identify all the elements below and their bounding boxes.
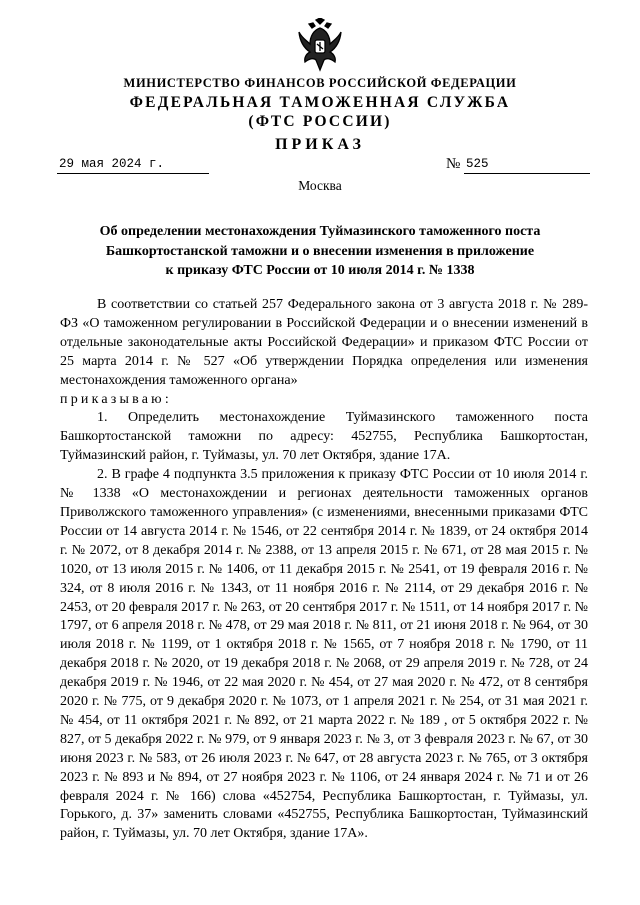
service-name-line1: ФЕДЕРАЛЬНАЯ ТАМОЖЕННАЯ СЛУЖБА xyxy=(129,94,511,111)
document-type: ПРИКАЗ xyxy=(275,136,365,153)
document-title xyxy=(90,222,550,281)
order-number: 525 xyxy=(464,157,590,174)
document-body xyxy=(60,296,588,844)
title-line1: Об определении местонахождения Туймазинского таможенного поста xyxy=(99,224,541,239)
ministry-name: МИНИСТЕРСТВО ФИНАНСОВ РОССИЙСКОЙ ФЕДЕРАЦИИ xyxy=(123,76,517,90)
title-line3: к приказу ФТС России от 10 июля 2014 г. № 1338 xyxy=(165,263,475,278)
service-name-line2: (ФТС РОССИИ) xyxy=(248,113,392,130)
item-1-paragraph: 1. Определить местонахождение Туймазинского таможенного поста Башкортостанской таможни по адресу: 452755, Республика Башкортостан, Туймазинский район, г. Туймазы, ул. 70 лет Октября, здание 17А. xyxy=(60,410,588,464)
title-line2: Башкортостанской таможни и о внесении изменения в приложение xyxy=(105,243,535,259)
order-number-label: № xyxy=(446,156,461,172)
service-name xyxy=(0,93,640,131)
coat-of-arms-icon xyxy=(296,18,344,72)
item-2-paragraph: 2. В графе 4 подпункта 3.5 приложения к приказу ФТС России от 10 июля 2014 г. № 1338 «О местонахождении и регионах деятельности таможенных органов Приволжского таможенного управления» (с изменениями, внесенными приказами ФТС России от 14 августа 2014 г. № 1546, от 22 сентября 2014 г. № 1839, от 24 октября 2014 г. № 2072, от 8 декабря 2014 г. № 2388, от 13 апреля 2015 г. № 671, от 28 мая 2015 г. № 1020, от 13 июля 2015 г. № 1406, от 11 декабря 2015 г. № 2541, от 19 февраля 2016 г. № 324, от 8 июля 2016 г. № 1343, от 11 ноября 2016 г. № 2114, от 29 декабря 2016 г. № 2453, от 20 февраля 2017 г. № 263, от 20 сентября 2017 г. № 1511, от 14 ноября 2017 г. № 1797, от 6 апреля 2018 г. № 478, от 29 мая 2018 г. № 811, от 21 июня 2018 г. № 964, от 30 июля 2018 г. № 1199, от 1 октября 2018 г. № 1565, от 7 ноября 2018 г. № 1790, от 11 декабря 2018 г. № 2020, от 19 декабря 2018 г. № 2068, от 29 апреля 2019 г. № 728, от 24 декабря 2019 г. № 1946, от 22 мая 2020 г. № 454, от 27 мая 2020 г. № 472, от 8 сентября 2020 г. № 775, от 9 декабря 2020 г. № 1073, от 1 апреля 2021 г. № 254, от 31 мая 2021 г. № 454, от 11 октября 2021 г. № 892, от 21 марта 2022 г. № 189 , от 5 октября 2022 г. № 827, от 5 декабря 2022 г. № 979, от 9 января 2023 г. № 3, от 3 февраля 2023 г. № 67, от 30 июня 2023 г. № 583, от 26 июля 2023 г. № 647, от 28 августа 2023 г. № 765, от 3 октября 2023 г. № 893 и № 894, от 27 ноября 2023 г. № 1106, от 24 января 2024 г. № 71 и от 26 февраля 2024 г. № 166) слова «452754, Республика Башкортостан, г. Туймазы, ул. Горького, д. 37» заменить словами «452755, Республика Башкортостан, Туймазинский район, г. Туймазы, ул. 70 лет Октября, здание 17А». xyxy=(60,467,588,842)
order-word-text: приказываю: xyxy=(60,391,172,407)
preamble-paragraph: В соответствии со статьей 257 Федерального закона от 3 августа 2018 г. № 289-ФЗ «О таможенном регулировании в Российской Федерации и о внесении изменений в отдельные законодательные акты Российской Федерации» и приказом ФТС России от 25 марта 2014 г. № 527 «Об утверждении Порядка определения или изменения местонахождения таможенного органа» xyxy=(60,297,588,388)
city: Москва xyxy=(298,178,342,193)
order-word xyxy=(60,391,588,410)
order-date: 29 мая 2024 г. xyxy=(57,157,209,174)
